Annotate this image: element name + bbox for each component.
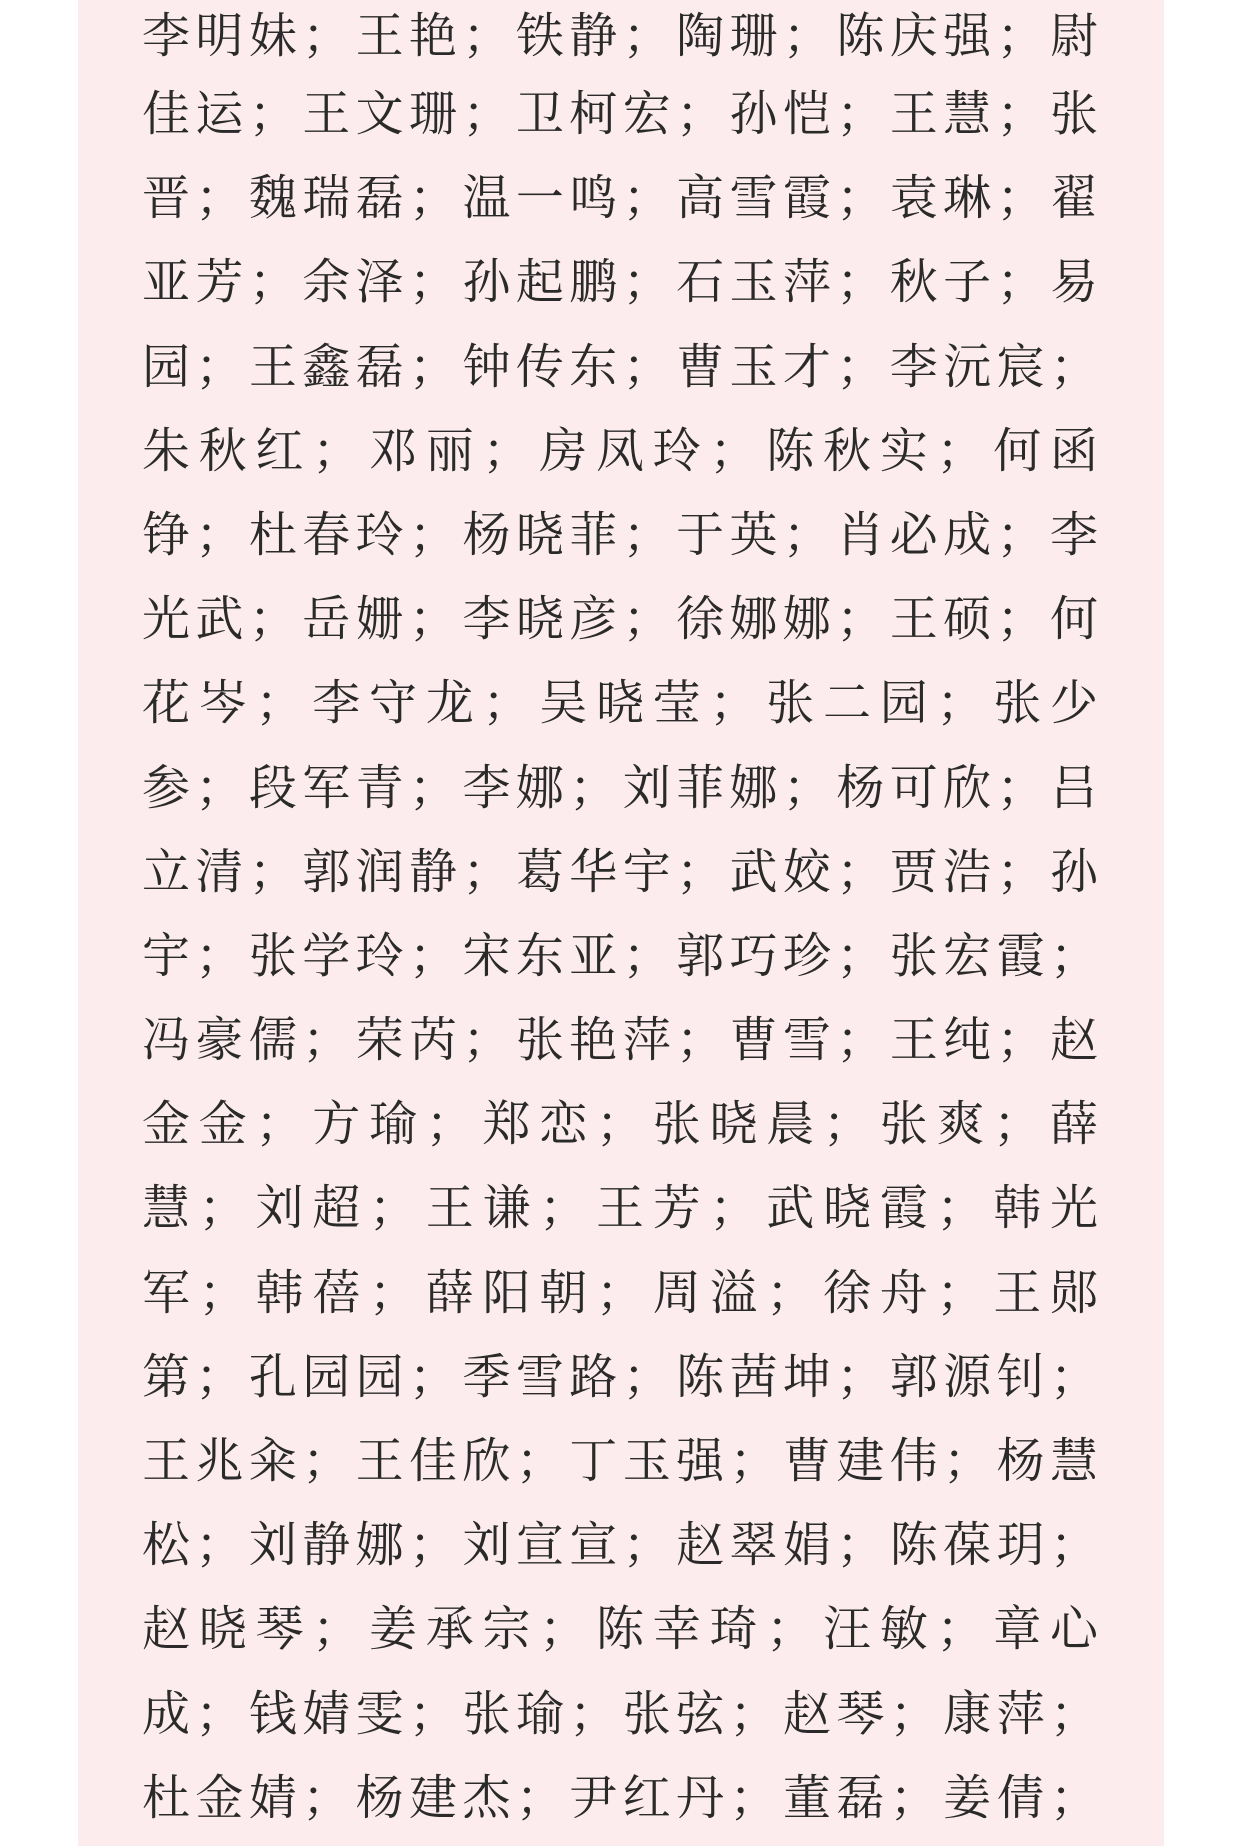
name-line: 第；孔园园；季雪路；陈茜坤；郭源钊； xyxy=(142,1348,1100,1405)
name-line: 李明妹；王艳；铁静；陶珊；陈庆强；尉 xyxy=(142,8,1100,64)
name-list xyxy=(142,0,1100,1840)
document-page xyxy=(78,0,1164,1846)
name-line: 参；段军青；李娜；刘菲娜；杨可欣；吕 xyxy=(142,759,1100,816)
name-line: 松；刘静娜；刘宣宣；赵翠娟；陈葆玥； xyxy=(142,1517,1100,1574)
name-line: 冯豪儒；荣芮；张艳萍；曹雪；王纯；赵 xyxy=(142,1012,1100,1069)
name-line: 王兆籴；王佳欣；丁玉强；曹建伟；杨慧 xyxy=(142,1433,1100,1489)
name-line: 园；王鑫磊；钟传东；曹玉才；李沅宸； xyxy=(142,338,1100,395)
name-line: 宇；张学玲；宋东亚；郭巧珍；张宏霞； xyxy=(142,927,1100,984)
name-line: 军；韩蓓；薛阳朝；周溢；徐舟；王郧 xyxy=(142,1264,1100,1321)
name-line: 赵晓琴；姜承宗；陈幸琦；汪敏；章心 xyxy=(142,1601,1100,1658)
name-line: 晋；魏瑞磊；温一鸣；高雪霞；袁琳；翟 xyxy=(142,170,1100,227)
name-line: 佳运；王文珊；卫柯宏；孙恺；王慧；张 xyxy=(142,86,1100,142)
name-line: 亚芳；余泽；孙起鹏；石玉萍；秋子；易 xyxy=(142,254,1100,311)
name-line: 慧；刘超；王谦；王芳；武晓霞；韩光 xyxy=(142,1180,1100,1237)
name-line: 成；钱婧雯；张瑜；张弦；赵琴；康萍； xyxy=(142,1685,1100,1742)
name-line: 朱秋红；邓丽；房凤玲；陈秋实；何函 xyxy=(142,422,1100,479)
name-line: 铮；杜春玲；杨晓菲；于英；肖必成；李 xyxy=(142,506,1100,563)
name-line: 光武；岳姗；李晓彦；徐娜娜；王硕；何 xyxy=(142,591,1100,648)
name-line: 花岑；李守龙；吴晓莹；张二园；张少 xyxy=(142,675,1100,732)
name-line: 杜金婧；杨建杰；尹红丹；董磊；姜倩； xyxy=(142,1769,1100,1826)
name-line: 立清；郭润静；葛华宇；武姣；贾浩；孙 xyxy=(142,843,1100,900)
name-line: 金金；方瑜；郑恋；张晓晨；张爽；薛 xyxy=(142,1096,1100,1153)
